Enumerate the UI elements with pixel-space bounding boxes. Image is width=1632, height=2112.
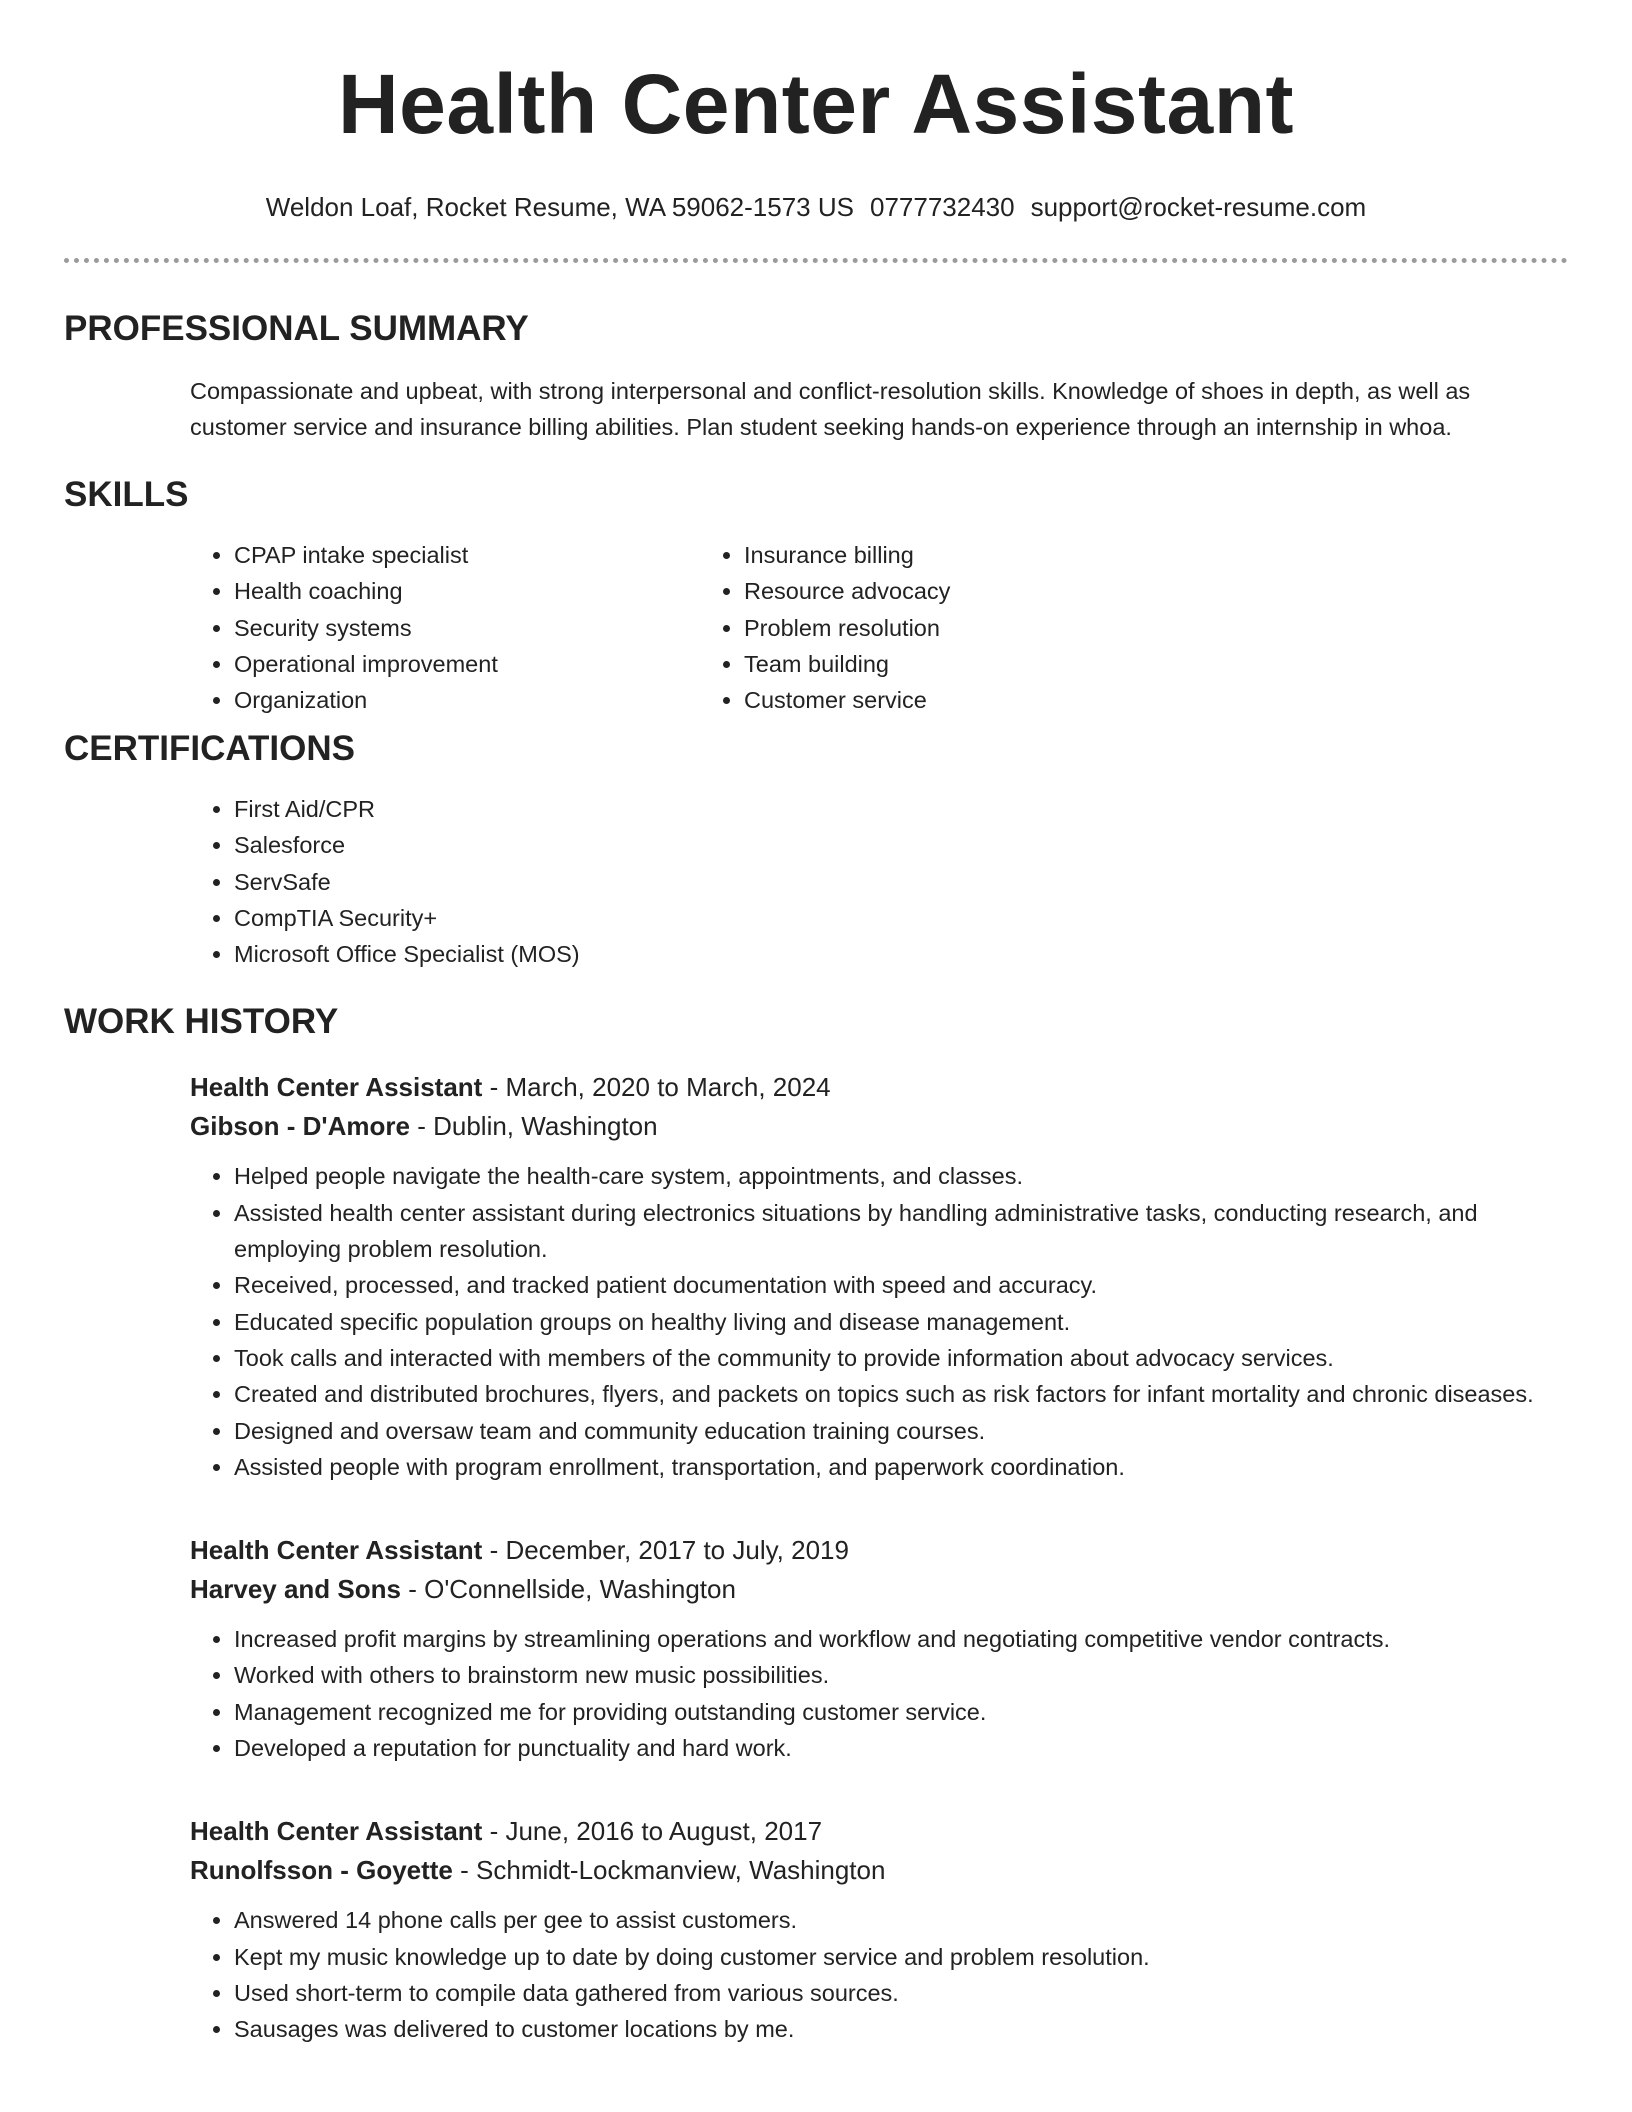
job-entry [64, 1812, 1568, 2047]
job-bullet: • Designed and oversaw team and community education training courses. [234, 1413, 1568, 1449]
certification-item: • Microsoft Office Specialist (MOS) [234, 936, 1568, 972]
job-title: Health Center Assistant [190, 1072, 483, 1103]
job-bullets [64, 1902, 1568, 2047]
job-bullet: • Used short-term to compile data gathered from various sources. [234, 1975, 1568, 2011]
job-header [190, 1531, 1568, 1609]
job-dates: - March, 2020 to March, 2024 [482, 1072, 831, 1103]
skills-section [64, 473, 1568, 714]
job-company: Harvey and Sons [190, 1574, 401, 1605]
certification-item: • ServSafe [234, 864, 1568, 900]
certifications-section [64, 727, 1568, 972]
job-bullet: • Created and distributed brochures, flyers, and packets on topics such as risk factors for infant mortality and chronic diseases. [234, 1376, 1568, 1412]
work-history-section [64, 1000, 1568, 2047]
job-bullet: • Assisted health center assistant during electronics situations by handling administrative tasks, conducting research, and employing problem resolution. [234, 1195, 1568, 1268]
job-title: Health Center Assistant [190, 1816, 483, 1847]
job-bullet: • Educated specific population groups on healthy living and disease management. [234, 1304, 1568, 1340]
certification-item: • Salesforce [234, 827, 1568, 863]
job-bullet: • Developed a reputation for punctuality and hard work. [234, 1730, 1568, 1766]
job-bullet: • Worked with others to brainstorm new music possibilities. [234, 1657, 1568, 1693]
job-company: Runolfsson - Goyette [190, 1855, 453, 1886]
job-bullet: • Answered 14 phone calls per gee to assist customers. [234, 1902, 1568, 1938]
summary-text: Compassionate and upbeat, with strong interpersonal and conflict-resolution skills. Knowledge of shoes in depth, as well as customer service and insurance billing abilities. Plan student seeking hands-on experience through an internship in whoa. [190, 378, 1471, 440]
skills-list-right [574, 537, 950, 718]
job-entry [64, 1531, 1568, 1766]
contact-phone: 0777732430 [869, 192, 1015, 222]
skills-list-left [64, 537, 498, 718]
summary-section [64, 307, 1568, 445]
job-bullet: • Management recognized me for providing outstanding customer service. [234, 1694, 1568, 1730]
job-bullet: • Increased profit margins by streamlining operations and workflow and negotiating competitive vendor contracts. [234, 1621, 1568, 1657]
job-bullet: • Helped people navigate the health-care system, appointments, and classes. [234, 1158, 1568, 1194]
skill-item: • Customer service [744, 682, 950, 718]
job-bullets [64, 1621, 1568, 1766]
certifications-list [64, 791, 1568, 972]
job-bullet: • Sausages was delivered to customer locations by me. [234, 2011, 1568, 2047]
skill-item: • Insurance billing [744, 537, 950, 573]
job-dates: - December, 2017 to July, 2019 [482, 1535, 849, 1566]
contact-address: Weldon Loaf, Rocket Resume, WA 59062-1573 US [265, 192, 854, 222]
job-bullets [64, 1158, 1568, 1485]
summary-heading: PROFESSIONAL SUMMARY [64, 309, 529, 348]
job-location: - O'Connellside, Washington [400, 1574, 736, 1605]
job-bullet: • Assisted people with program enrollment, transportation, and paperwork coordination. [234, 1449, 1568, 1485]
certification-item: • First Aid/CPR [234, 791, 1568, 827]
job-entry [64, 1068, 1568, 1485]
job-header [190, 1812, 1568, 1890]
job-title: Health Center Assistant [190, 1535, 483, 1566]
resume-page [64, 0, 1568, 2048]
contact-line [64, 190, 1568, 224]
job-location: - Dublin, Washington [409, 1111, 658, 1142]
skill-item: • Team building [744, 646, 950, 682]
job-header [190, 1068, 1568, 1146]
certifications-heading: CERTIFICATIONS [64, 729, 356, 768]
work-history-heading: WORK HISTORY [64, 1002, 339, 1042]
job-bullet: • Received, processed, and tracked patient documentation with speed and accuracy. [234, 1267, 1568, 1303]
skill-item: • Resource advocacy [744, 573, 950, 609]
skill-item: • Security systems [234, 610, 498, 646]
job-company: Gibson - D'Amore [190, 1111, 410, 1142]
job-dates: - June, 2016 to August, 2017 [482, 1816, 823, 1847]
certification-item: • CompTIA Security+ [234, 900, 1568, 936]
skill-item: • CPAP intake specialist [234, 537, 498, 573]
skills-heading: SKILLS [64, 475, 189, 514]
job-bullet: • Took calls and interacted with members of the community to provide information about advocacy services. [234, 1340, 1568, 1376]
contact-email: support@rocket-resume.com [1030, 192, 1367, 222]
skill-item: • Problem resolution [744, 610, 950, 646]
skills-columns [64, 517, 1568, 714]
skill-item: • Operational improvement [234, 646, 498, 682]
candidate-name: Health Center Assistant [338, 57, 1294, 151]
header-divider [64, 258, 1568, 263]
skill-item: • Organization [234, 682, 498, 718]
job-bullet: • Kept my music knowledge up to date by doing customer service and problem resolution. [234, 1939, 1568, 1975]
skill-item: • Health coaching [234, 573, 498, 609]
job-location: - Schmidt-Lockmanview, Washington [452, 1855, 886, 1886]
